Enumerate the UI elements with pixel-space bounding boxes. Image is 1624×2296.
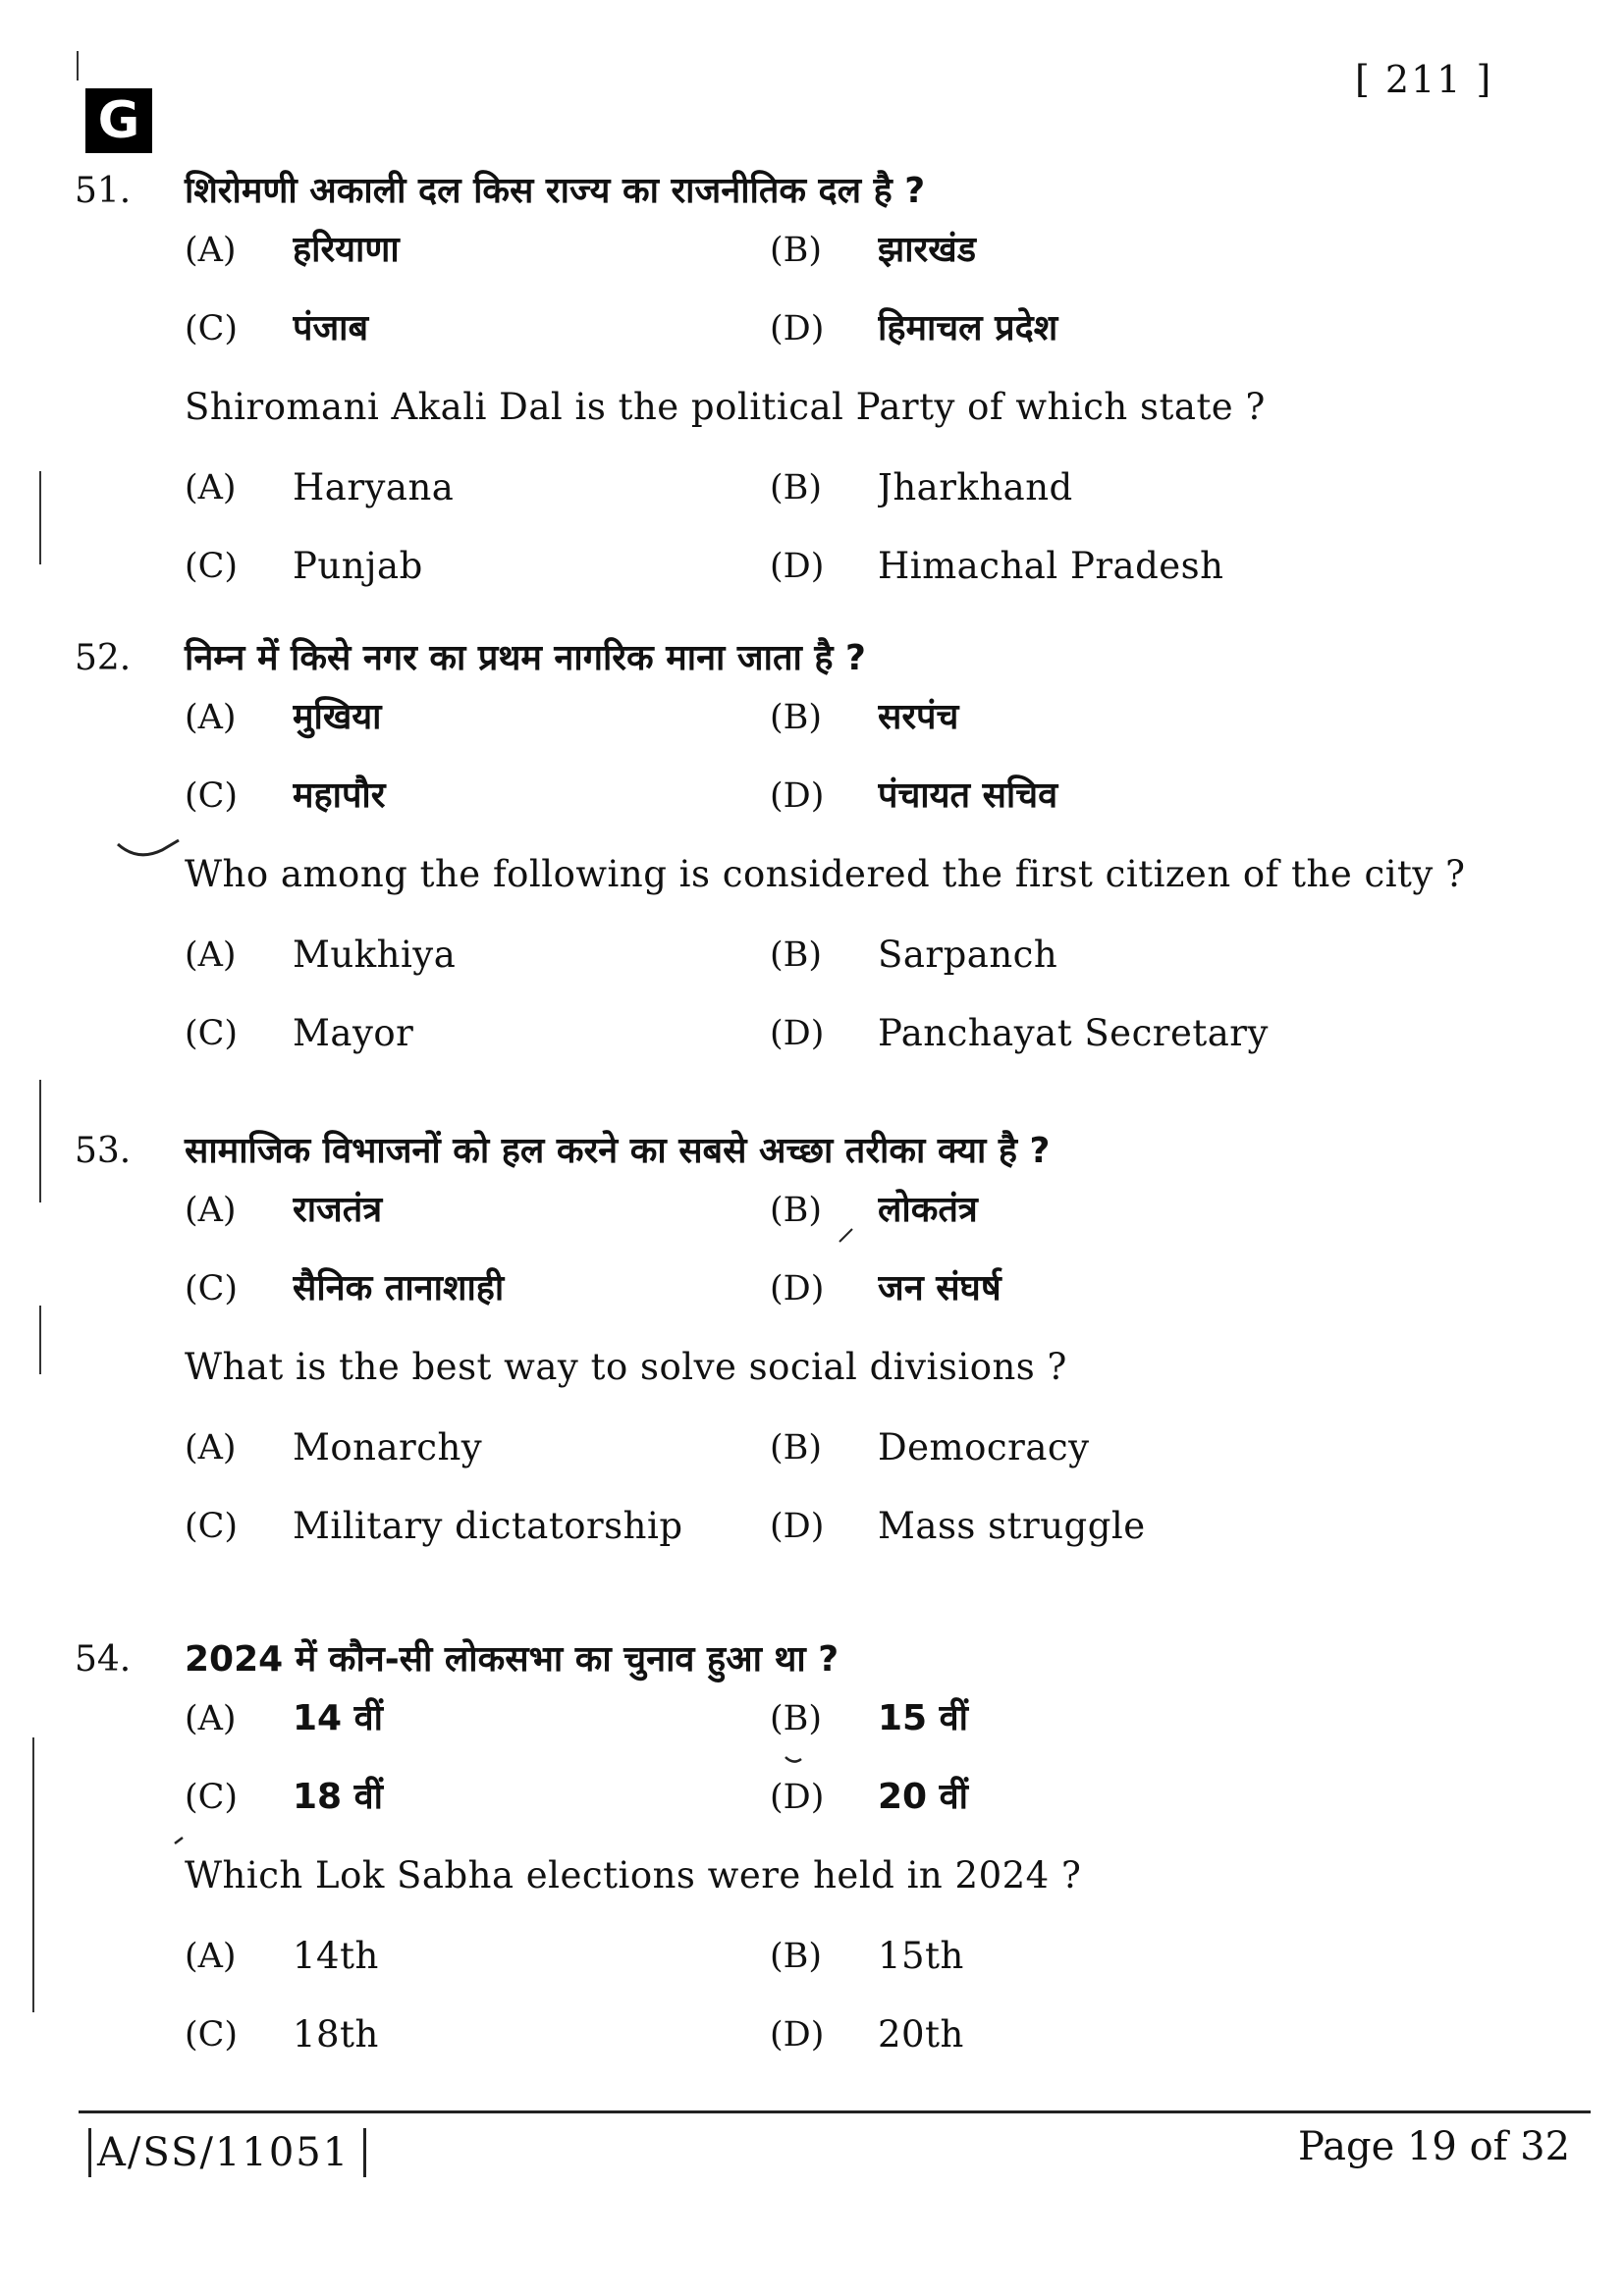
option-text-b: लोकतंत्र bbox=[878, 1190, 978, 1230]
option-label-d: (D) bbox=[770, 309, 825, 348]
question-text-english: What is the best way to solve social divisions ? bbox=[185, 1346, 1067, 1388]
option-text-c: 18 वीं bbox=[293, 1777, 383, 1817]
option-label-b: (B) bbox=[770, 468, 823, 507]
option-label-d: (D) bbox=[770, 1778, 825, 1817]
hindi-options bbox=[185, 1696, 1522, 1853]
option-label-d: (D) bbox=[770, 1269, 825, 1308]
option-label-a: (A) bbox=[185, 1191, 237, 1230]
option-label-b: (B) bbox=[770, 1191, 823, 1230]
margin-mark bbox=[39, 1306, 41, 1374]
option-label-a: (A) bbox=[185, 468, 237, 507]
option-label-c: (C) bbox=[185, 309, 239, 348]
option-label-c: (C) bbox=[185, 1014, 239, 1053]
question-text-english: Which Lok Sabha elections were held in 2024 ? bbox=[185, 1854, 1082, 1896]
question-52 bbox=[69, 636, 1522, 1090]
hindi-options bbox=[185, 695, 1522, 852]
question-text-hindi: शिरोमणी अकाली दल किस राज्य का राजनीतिक दल है ? bbox=[185, 171, 926, 211]
option-label-c: (C) bbox=[185, 2015, 239, 2055]
option-label-a: (A) bbox=[185, 1699, 237, 1738]
option-text-a: Haryana bbox=[293, 466, 455, 508]
english-options bbox=[185, 933, 1522, 1090]
option-label-b: (B) bbox=[770, 1699, 823, 1738]
option-text-d: पंचायत सचिव bbox=[878, 775, 1058, 816]
hindi-options bbox=[185, 1188, 1522, 1345]
option-text-d: Himachal Pradesh bbox=[878, 545, 1224, 587]
option-text-d: 20 वीं bbox=[878, 1777, 968, 1817]
option-text-b: सरपंच bbox=[878, 697, 959, 737]
set-code-badge: G bbox=[85, 88, 152, 153]
question-number: 54. bbox=[75, 1639, 132, 1680]
question-text-hindi: सामाजिक विभाजनों को हल करने का सबसे अच्छा तरीका क्या है ? bbox=[185, 1131, 1051, 1171]
option-label-a: (A) bbox=[185, 698, 237, 737]
option-label-c: (C) bbox=[185, 1778, 239, 1817]
question-text-english: Who among the following is considered the first citizen of the city ? bbox=[185, 853, 1466, 895]
option-label-b: (B) bbox=[770, 1937, 823, 1976]
option-text-b: Jharkhand bbox=[878, 466, 1073, 508]
margin-mark bbox=[39, 471, 41, 564]
option-text-a: मुखिया bbox=[293, 697, 382, 737]
option-text-c: Mayor bbox=[293, 1012, 414, 1054]
option-text-c: सैनिक तानाशाही bbox=[293, 1268, 505, 1308]
option-text-c: महापौर bbox=[293, 775, 386, 816]
option-label-c: (C) bbox=[185, 776, 239, 816]
option-text-b: 15th bbox=[878, 1935, 964, 1977]
option-label-b: (B) bbox=[770, 231, 823, 270]
question-text-english: Shiromani Akali Dal is the political Party of which state ? bbox=[185, 386, 1266, 428]
option-label-c: (C) bbox=[185, 1507, 239, 1546]
option-label-a: (A) bbox=[185, 231, 237, 270]
option-text-c: 18th bbox=[293, 2013, 379, 2056]
margin-mark bbox=[77, 51, 79, 80]
option-text-a: हरियाणा bbox=[293, 230, 400, 270]
english-options bbox=[185, 1425, 1522, 1582]
option-label-a: (A) bbox=[185, 935, 237, 975]
option-text-a: राजतंत्र bbox=[293, 1190, 383, 1230]
option-text-b: झारखंड bbox=[878, 230, 976, 270]
question-51 bbox=[69, 169, 1522, 622]
option-text-a: 14 वीं bbox=[293, 1698, 383, 1738]
page-code: [ 211 ] bbox=[1355, 58, 1493, 101]
hindi-options bbox=[185, 228, 1522, 385]
question-text-hindi: 2024 में कौन-सी लोकसभा का चुनाव हुआ था ? bbox=[185, 1639, 839, 1680]
option-text-d: जन संघर्ष bbox=[878, 1268, 1001, 1308]
option-label-b: (B) bbox=[770, 1428, 823, 1468]
option-label-d: (D) bbox=[770, 2015, 825, 2055]
option-label-b: (B) bbox=[770, 698, 823, 737]
option-text-b: Sarpanch bbox=[878, 934, 1058, 976]
option-label-d: (D) bbox=[770, 1014, 825, 1053]
option-text-c: Military dictatorship bbox=[293, 1505, 683, 1547]
option-label-c: (C) bbox=[185, 1269, 239, 1308]
option-text-b: Democracy bbox=[878, 1426, 1090, 1468]
option-label-b: (B) bbox=[770, 935, 823, 975]
option-text-d: हिमाचल प्रदेश bbox=[878, 308, 1058, 348]
page-number: Page 19 of 32 bbox=[1298, 2124, 1571, 2169]
paper-code: A/SS/11051 bbox=[88, 2128, 366, 2177]
option-text-b: 15 वीं bbox=[878, 1698, 968, 1738]
margin-mark bbox=[32, 1737, 34, 2012]
question-text-hindi: निम्न में किसे नगर का प्रथम नागरिक माना जाता है ? bbox=[185, 638, 866, 678]
option-text-c: Punjab bbox=[293, 545, 423, 587]
question-number: 51. bbox=[75, 171, 132, 211]
english-options bbox=[185, 465, 1522, 622]
option-label-d: (D) bbox=[770, 547, 825, 586]
option-label-c: (C) bbox=[185, 547, 239, 586]
question-53 bbox=[69, 1129, 1522, 1582]
question-54 bbox=[69, 1637, 1522, 2091]
option-label-d: (D) bbox=[770, 776, 825, 816]
option-text-a: Mukhiya bbox=[293, 934, 457, 976]
option-label-a: (A) bbox=[185, 1937, 237, 1976]
option-label-a: (A) bbox=[185, 1428, 237, 1468]
option-text-a: Monarchy bbox=[293, 1426, 483, 1468]
english-options bbox=[185, 1934, 1522, 2091]
option-text-d: Mass struggle bbox=[878, 1505, 1146, 1547]
question-number: 52. bbox=[75, 638, 132, 678]
footer-rule bbox=[79, 2110, 1591, 2113]
question-number: 53. bbox=[75, 1131, 132, 1171]
margin-mark bbox=[39, 1080, 41, 1202]
option-text-a: 14th bbox=[293, 1935, 379, 1977]
option-label-d: (D) bbox=[770, 1507, 825, 1546]
option-text-d: Panchayat Secretary bbox=[878, 1012, 1269, 1054]
option-text-c: पंजाब bbox=[293, 308, 369, 348]
option-text-d: 20th bbox=[878, 2013, 964, 2056]
